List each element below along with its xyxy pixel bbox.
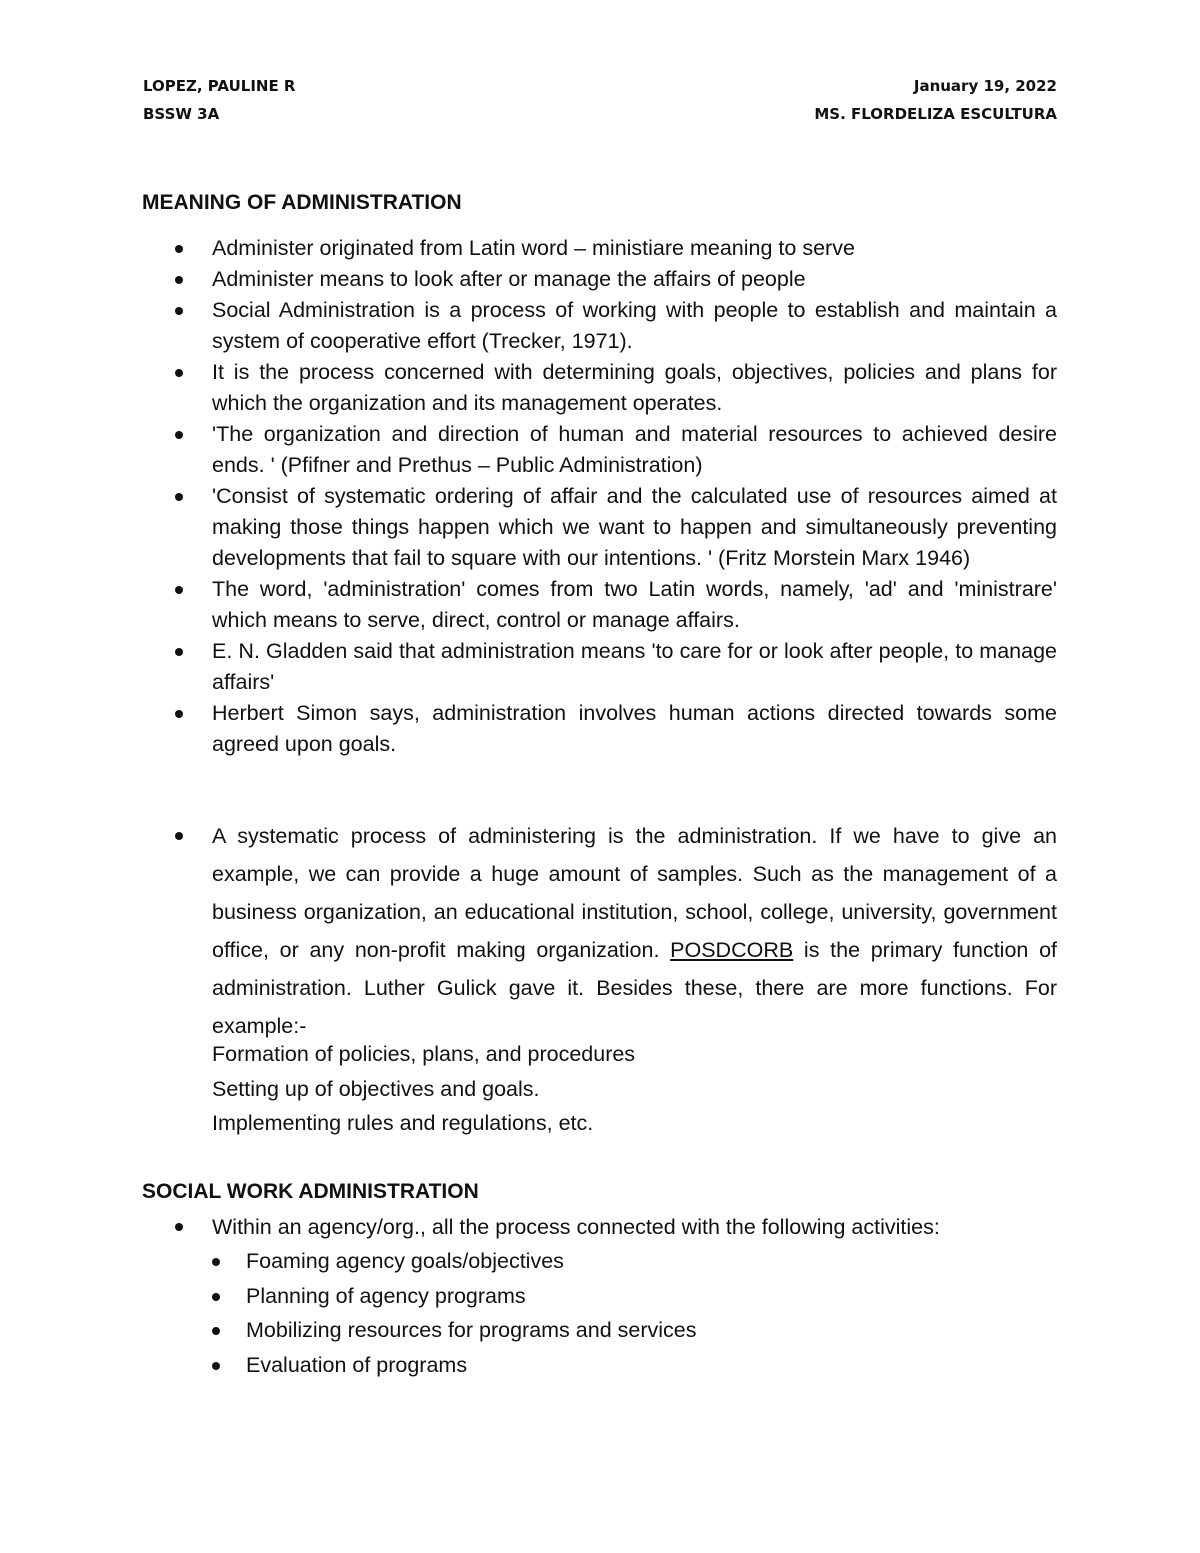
list-item bbox=[0, 264, 1057, 295]
list-item-text: Administer means to look after or manage the affairs of people bbox=[212, 267, 806, 291]
systematic-list bbox=[0, 817, 1057, 1045]
sub-list-item-text: Evaluation of programs bbox=[246, 1352, 468, 1377]
list-item bbox=[0, 636, 1057, 698]
bullet-icon bbox=[175, 832, 183, 840]
systematic-text-after: is the primary function of administration. Luther Gulick gave it. Besides these, there are more functions. For example:- bbox=[212, 938, 1057, 1038]
posdcorb-link[interactable]: POSDCORB bbox=[670, 938, 794, 962]
list-item bbox=[0, 295, 1057, 357]
example-line: Setting up of objectives and goals. bbox=[212, 1077, 540, 1101]
bullet-icon bbox=[175, 276, 183, 284]
document-date: January 19, 2022 bbox=[913, 77, 1057, 95]
list-item-text: Social Administration is a process of working with people to establish and maintain a system of cooperative effort (Trecker, 1971). bbox=[212, 298, 1057, 353]
list-item bbox=[0, 574, 1057, 636]
list-item bbox=[0, 481, 1057, 574]
list-item bbox=[0, 1210, 940, 1244]
bullet-icon bbox=[175, 1223, 183, 1231]
bullet-icon bbox=[175, 369, 183, 377]
social-work-heading: SOCIAL WORK ADMINISTRATION bbox=[142, 1180, 479, 1203]
meaning-heading: MEANING OF ADMINISTRATION bbox=[142, 191, 462, 214]
sub-list-item-text: Planning of agency programs bbox=[246, 1283, 526, 1308]
bullet-icon bbox=[175, 710, 183, 718]
bullet-icon bbox=[175, 431, 183, 439]
instructor-name: MS. FLORDELIZA ESCULTURA bbox=[814, 105, 1057, 123]
list-item-text: The word, 'administration' comes from two Latin words, namely, 'ad' and 'ministrare' which means to serve, direct, control or manage affairs. bbox=[212, 577, 1057, 632]
bullet-icon bbox=[175, 648, 183, 656]
sub-list-item bbox=[0, 1313, 940, 1348]
bullet-icon bbox=[175, 493, 183, 501]
list-item-text: Herbert Simon says, administration involves human actions directed towards some agreed upon goals. bbox=[212, 701, 1057, 756]
student-name: LOPEZ, PAULINE R bbox=[143, 77, 296, 95]
example-line: Formation of policies, plans, and procedures bbox=[212, 1042, 636, 1066]
list-item bbox=[0, 698, 1057, 760]
example-line: Implementing rules and regulations, etc. bbox=[212, 1111, 594, 1135]
list-item-text: E. N. Gladden said that administration means 'to care for or look after people, to manage affairs' bbox=[212, 639, 1057, 694]
sub-list-item bbox=[0, 1279, 940, 1314]
bullet-icon bbox=[212, 1258, 220, 1266]
sub-list-item-text: Mobilizing resources for programs and services bbox=[246, 1318, 697, 1343]
sub-list-item-text: Foaming agency goals/objectives bbox=[246, 1249, 564, 1273]
bullet-icon bbox=[212, 1362, 220, 1370]
list-item-text: It is the process concerned with determining goals, objectives, policies and plans for which the organization and its management operates. bbox=[212, 360, 1057, 415]
list-item bbox=[0, 233, 1057, 264]
list-item bbox=[0, 357, 1057, 419]
student-section: BSSW 3A bbox=[143, 105, 220, 123]
bullet-icon bbox=[212, 1293, 220, 1301]
bullet-icon bbox=[175, 307, 183, 315]
list-item-text: 'The organization and direction of human and material resources to achieved desire ends. ' (Pfifner and Prethus – Public Administration) bbox=[212, 422, 1057, 477]
list-item bbox=[0, 419, 1057, 481]
sub-list-item bbox=[0, 1348, 940, 1383]
social-work-list bbox=[0, 1210, 940, 1382]
list-item-text: Administer originated from Latin word – ministiare meaning to serve bbox=[212, 236, 855, 260]
bullet-icon bbox=[175, 586, 183, 594]
list-item-text: Within an agency/org., all the process connected with the following activities: bbox=[212, 1215, 940, 1239]
systematic-text-before: A systematic process of administering is the administration. If we have to give an example, we can provide a huge amount of samples. Such as the management of a business organization, an educational institution, school, college, university, government office, or any non-profit making organization. bbox=[212, 824, 1057, 962]
sub-list-item bbox=[0, 1244, 940, 1279]
bullet-icon bbox=[212, 1327, 220, 1335]
bullet-icon bbox=[175, 245, 183, 253]
meaning-list bbox=[0, 233, 1057, 760]
list-item-text: 'Consist of systematic ordering of affair and the calculated use of resources aimed at making those things happen which we want to happen and simultaneously preventing developments that fail to square with our intentions. ' (Fritz Morstein Marx 1946) bbox=[212, 484, 1057, 570]
list-item bbox=[0, 817, 1057, 1045]
